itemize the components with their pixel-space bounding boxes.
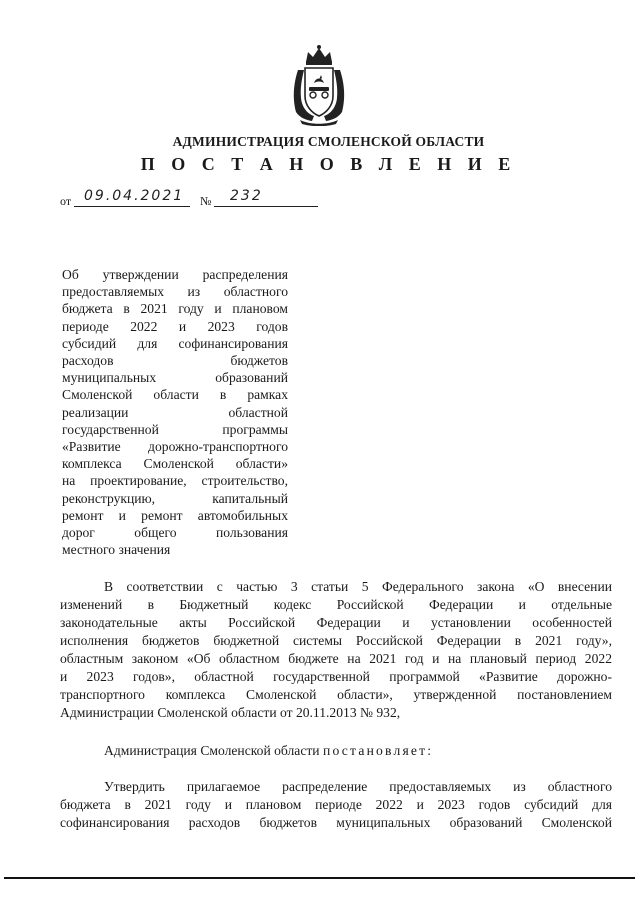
subject-line: «Развитие дорожно-транспортного [62,439,288,455]
date-underline [74,206,190,207]
document-subject [62,266,288,558]
coat-of-arms-icon [284,42,354,126]
preamble-line: законодательные акты Российской Федерации и установлении особенностей [60,615,612,630]
preamble-line: исполнения бюджетов бюджетной системы Российской Федерации в 2021 году», [60,633,612,648]
subject-line: Об утверждении распределения [62,267,288,282]
resolution-line: софинансирования расходов бюджетов муниципальных образований Смоленской [60,815,612,830]
subject-line: местного значения [62,542,171,558]
preamble-line: областным законом «Об областном бюджете на 2021 год и на плановый период 2022 [60,651,612,666]
number-underline [214,206,318,207]
decree-word: постановляет: [322,743,434,758]
document-type: П О С Т А Н О В Л Е Н И Е [140,154,517,174]
handwritten-date: 09.04.2021 [84,188,185,204]
subject-line: государственной программы [62,421,288,437]
coat-of-arms-emblem [284,42,354,126]
subject-line: реализации областной [62,404,288,420]
subject-line: дорог общего пользования [62,525,288,541]
subject-line: предоставляемых из областного [62,284,288,300]
resolution-paragraph [60,778,612,832]
subject-line: бюджета в 2021 году и плановом [62,301,288,317]
subject-line: муниципальных образований [62,370,288,386]
date-number-line [60,188,330,210]
decree-clause [60,742,612,760]
subject-line: периоде 2022 и 2023 годов [62,318,288,334]
subject-line: на проектирование, строительство, [62,473,288,489]
subject-line: расходов бюджетов [62,353,288,369]
subject-line: комплекса Смоленской области» [62,456,288,472]
decree-prefix: Администрация Смоленской области [104,743,320,758]
preamble-line: изменений в Бюджетный кодекс Российской Федерации и отдельные [60,597,612,612]
page-bottom-rule [4,877,635,879]
preamble-paragraph [60,578,612,722]
subject-line: субсидий для софинансирования [62,335,288,351]
subject-line: ремонт и ремонт автомобильных [62,507,288,523]
subject-line: Смоленской области в рамках [62,387,288,403]
subject-line: реконструкцию, капитальный [62,490,288,506]
organization-name: АДМИНИСТРАЦИЯ СМОЛЕНСКОЙ ОБЛАСТИ [172,134,485,149]
preamble-line: и 2023 годов», областной государственной программой «Развитие дорожно- [60,669,612,684]
preamble-line: В соответствии с частью 3 статьи 5 Федерального закона «О внесении [104,579,612,594]
number-label: № [200,194,212,208]
resolution-line: Утвердить прилагаемое распределение предоставляемых из областного [104,779,612,794]
preamble-line: транспортного комплекса Смоленской области», утвержденной постановлением [60,687,612,702]
handwritten-number: 232 [230,188,263,204]
date-from-label: от [60,194,72,208]
preamble-line: Администрации Смоленской области от 20.11.2013 № 932, [60,705,401,720]
resolution-line: бюджета в 2021 году и плановом периоде 2022 и 2023 годов субсидий для [60,797,612,812]
